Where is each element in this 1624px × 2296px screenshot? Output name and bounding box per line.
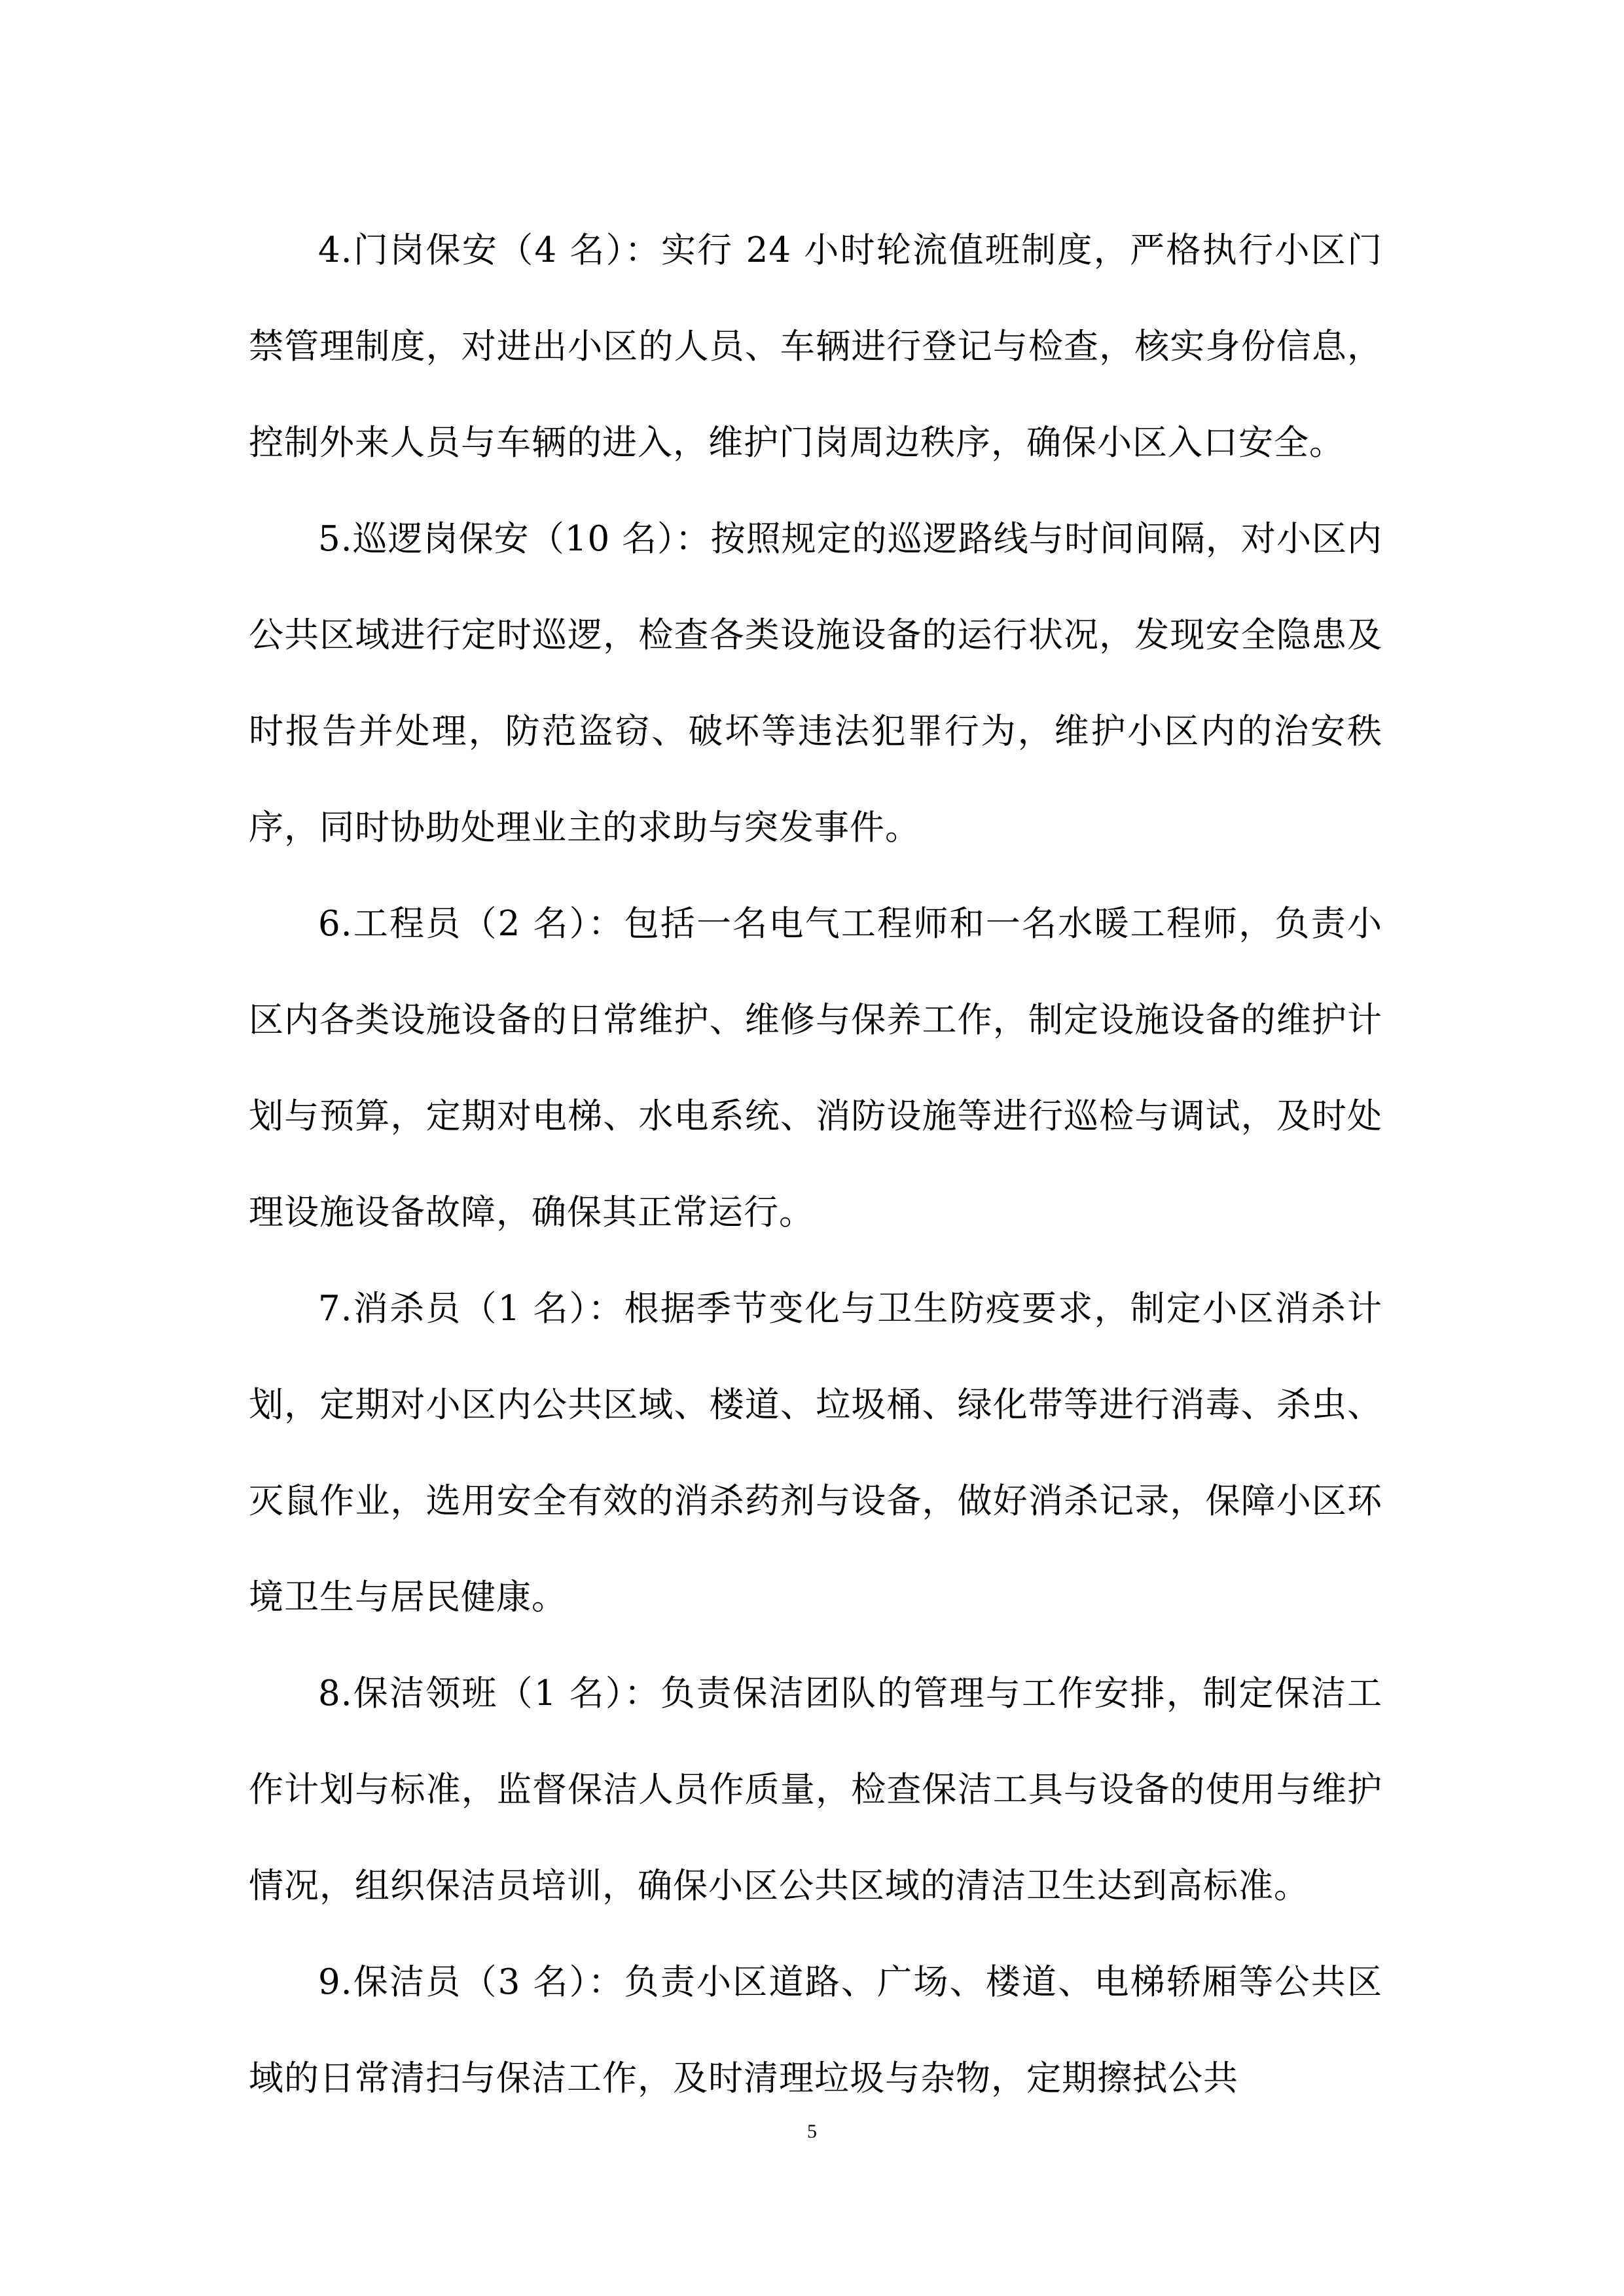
page-number: 5 [807, 2121, 817, 2142]
paragraph-disinfection-staff: 7.消杀员（1 名）：根据季节变化与卫生防疫要求，制定小区消杀计划，定期对小区内公共区域、楼道、垃圾桶、绿化带等进行消毒、杀虫、灭鼠作业，选用安全有效的消杀药剂与设备，做好消杀记录，保障小区环境卫生与居民健康。 [249, 1289, 1382, 1617]
paragraph-cleaning-supervisor: 8.保洁领班（1 名）：负责保洁团队的管理与工作安排，制定保洁工作计划与标准，监督保洁人员作质量，检查保洁工具与设备的使用与维护情况，组织保洁员培训，确保小区公共区域的清洁卫生达到高标准。 [249, 1674, 1382, 1906]
paragraph-cleaner: 9.保洁员（3 名）：负责小区道路、广场、楼道、电梯轿厢等公共区域的日常清扫与保洁工作，及时清理垃圾与杂物，定期擦拭公共 [249, 1962, 1382, 2098]
document-body [249, 202, 1382, 2126]
paragraph-patrol-security: 5.巡逻岗保安（10 名）：按照规定的巡逻路线与时间间隔，对小区内公共区域进行定时巡逻，检查各类设施设备的运行状况，发现安全隐患及时报告并处理，防范盗窃、破坏等违法犯罪行为，维护小区内的治安秩序，同时协助处理业主的求助与突发事件。 [249, 519, 1382, 848]
paragraph-engineer: 6.工程员（2 名）：包括一名电气工程师和一名水暖工程师，负责小区内各类设施设备的日常维护、维修与保养工作，制定设施设备的维护计划与预算，定期对电梯、水电系统、消防设施等进行巡检与调试，及时处理设施设备故障，确保其正常运行。 [249, 904, 1382, 1232]
paragraph-gate-security: 4.门岗保安（4 名）：实行 24 小时轮流值班制度，严格执行小区门禁管理制度，对进出小区的人员、车辆进行登记与检查，核实身份信息，控制外来人员与车辆的进入，维护门岗周边秩序，确保小区入口安全。 [249, 230, 1382, 463]
